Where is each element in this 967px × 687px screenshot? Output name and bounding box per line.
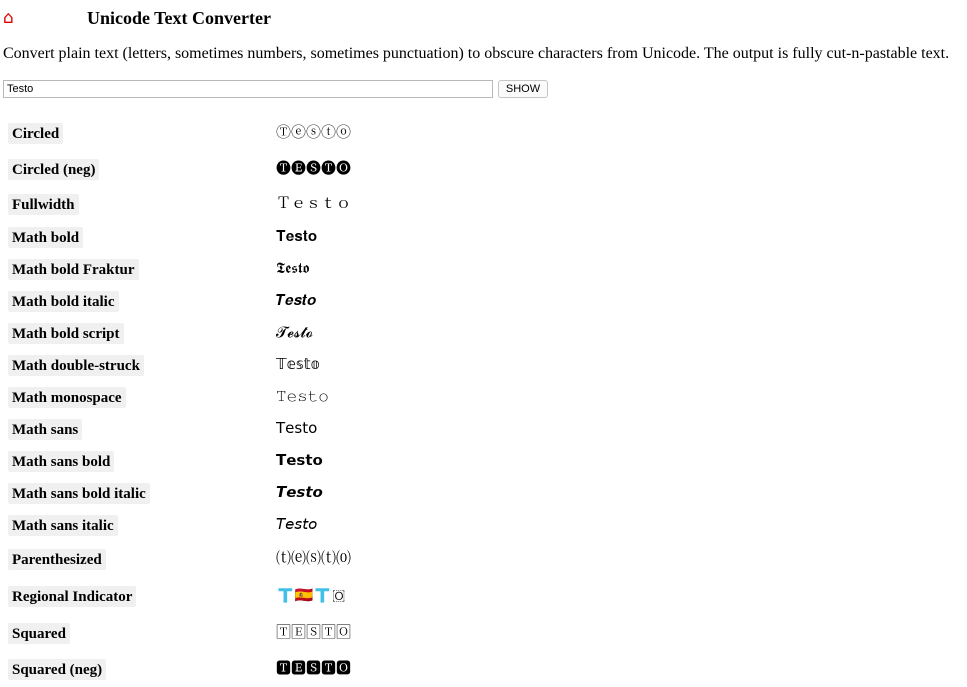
home-icon[interactable]: ⌂ [3,8,14,28]
row-value[interactable]: 𝐓𝐞𝐬𝐭𝐨 [276,227,318,245]
row-value[interactable]: 𝙏𝙚𝙨𝙩𝙤 [276,483,323,501]
row-value[interactable]: 🆃🅴🆂🆃🅾 [276,659,352,677]
page-title: Unicode Text Converter [87,8,271,28]
row-value[interactable]: 𝚃𝚎𝚜𝚝𝚘 [276,387,329,405]
row-value[interactable]: 𝘛𝘦𝘴𝘵𝘰 [276,515,318,533]
row-label: Math double-struck [8,355,144,376]
row-value[interactable]: Ⓣⓔⓢⓣⓞ [276,123,352,141]
row-value[interactable]: Ｔｅｓｔｏ [276,194,352,212]
row-value[interactable]: 𝕿𝖊𝖘𝖙𝖔 [276,259,310,277]
row-value[interactable]: ⒯⒠⒮⒯⒪ [276,549,352,567]
row-label: Math sans italic [8,515,118,536]
row-label: Math bold [8,227,83,248]
row-value[interactable]: 𝖳𝖾𝗌𝗍𝗈 [276,419,318,437]
text-input[interactable] [3,80,493,98]
page-description: Convert plain text (letters, sometimes numbers, sometimes punctuation) to obscure characters from Unicode. The output is fully cut-n-pastable text. [3,45,950,62]
row-label: Math sans [8,419,82,440]
row-label: Parenthesized [8,549,106,570]
row-label: Circled (neg) [8,159,99,180]
show-button[interactable]: SHOW [498,80,548,98]
row-value[interactable]: 𝑻𝒆𝒔𝒕𝒐 [276,291,317,309]
row-label: Math bold script [8,323,124,344]
row-label: Math sans bold [8,451,114,472]
row-value[interactable]: 𝗧𝗲𝘀𝘁𝗼 [276,451,323,469]
row-label: Math bold italic [8,291,119,312]
row-value[interactable]: 𝓣𝓮𝓼𝓽𝓸 [276,323,313,341]
row-label: Math sans bold italic [8,483,150,504]
row-value[interactable]: 🅃🄴🅂🅃🄾 [276,623,352,641]
row-value[interactable]: 🇹🇪🇸🇹🇴 [276,586,346,604]
row-label: Math monospace [8,387,126,408]
row-label: Fullwidth [8,194,79,215]
row-value[interactable]: 🅣🅔🅢🅣🅞 [276,159,352,177]
row-label: Circled [8,123,63,144]
row-value[interactable]: 𝕋𝕖𝕤𝕥𝕠 [276,355,320,373]
row-label: Regional Indicator [8,586,136,607]
row-label: Squared [8,623,70,644]
row-label: Squared (neg) [8,659,106,680]
row-label: Math bold Fraktur [8,259,139,280]
